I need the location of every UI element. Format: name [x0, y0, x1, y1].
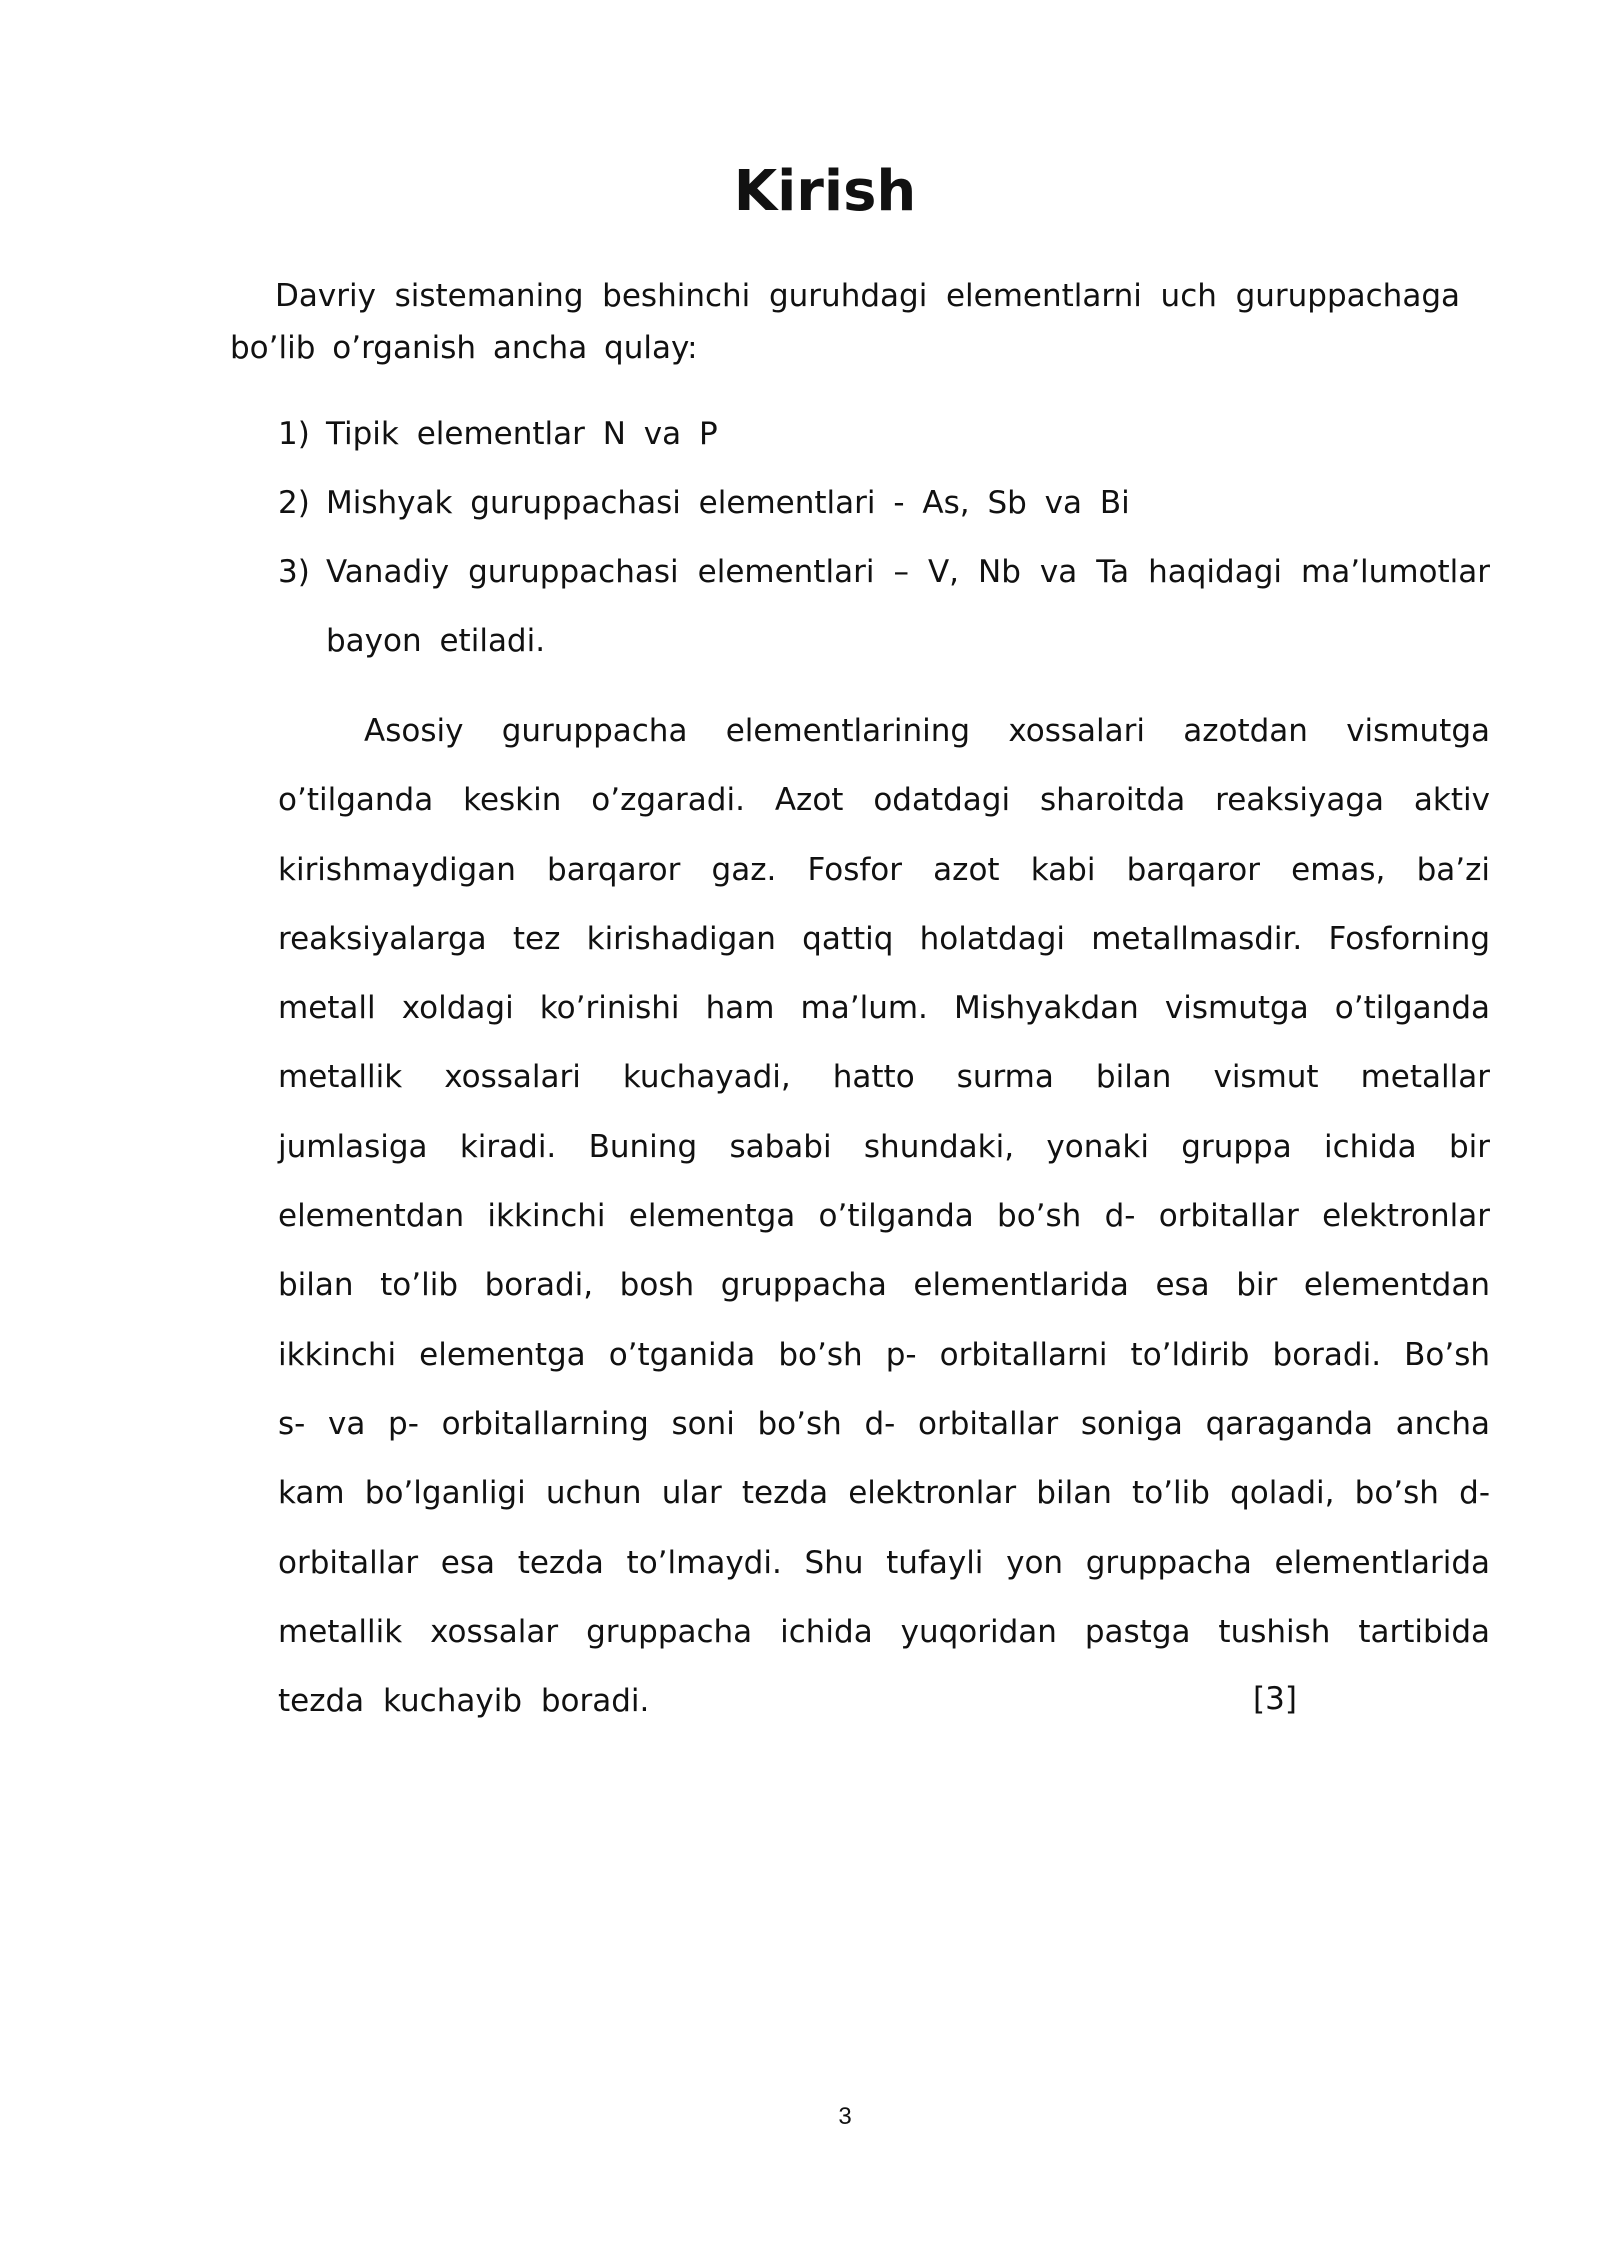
citation-reference: [3]: [1253, 1681, 1297, 1717]
list-item-number: 1): [278, 416, 310, 452]
page-number: 3: [838, 2103, 852, 2130]
main-paragraph: Asosiy guruppacha elementlarining xossalari azotdan vismutga o’tilganda keskin o’zgaradi. Azot odatdagi sharoitda reaksiyaga aktiv kirishmaydigan barqaror gaz. Fosfor azot kabi barqaror emas, ba’zi reaksiyalarga tez kirishadigan qattiq holatdagi metallmasdir. Fosforning metall xoldagi ko’rinishi ham ma’lum. Mishyakdan vismutga o’tilganda metallik xossalari kuchayadi, hatto surma bilan vismut metallar jumlasiga kiradi. Buning sababi shundaki, yonaki gruppa ichida bir elementdan ikkinchi elementga o’tilganda bo’sh d- orbitallar elektronlar bilan to’lib boradi, bosh gruppacha elementlarida esa bir elementdan ikkinchi elementga o’tganida bo’sh p- orbitallarni to’ldirib boradi. Bo’sh s- va p- orbitallarning soni bo’sh d- orbitallar soniga qaraganda ancha kam bo’lganligi uchun ular tezda elektronlar bilan to’lib qoladi, bo’sh d- orbitallar esa tezda to’lmaydi. Shu tufayli yon gruppacha elementlarida metallik xossalar gruppacha ichida yuqoridan pastga tushish tartibida tezda kuchayib boradi.: [278, 713, 1490, 1720]
list-item-text: Vanadiy guruppachasi elementlari – V, Nb va Ta haqidagi ma’lumotlar bayon etiladi.: [326, 554, 1490, 659]
intro-paragraph: Davriy sistemaning beshinchi guruhdagi elementlarni uch guruppachaga bo’lib o’rganish ancha qulay:: [230, 278, 1460, 366]
list-item-number: 2): [278, 485, 310, 521]
element-subgroup-list: [278, 400, 1490, 676]
list-item: [278, 538, 1490, 676]
list-item: [278, 469, 1490, 538]
list-item-number: 3): [278, 554, 310, 590]
list-item-text: Mishyak guruppachasi elementlari - As, Sb va Bi: [326, 485, 1130, 521]
page-title: Kirish: [733, 159, 917, 224]
list-item-text: Tipik elementlar N va P: [326, 416, 718, 452]
list-item: [278, 400, 1490, 469]
